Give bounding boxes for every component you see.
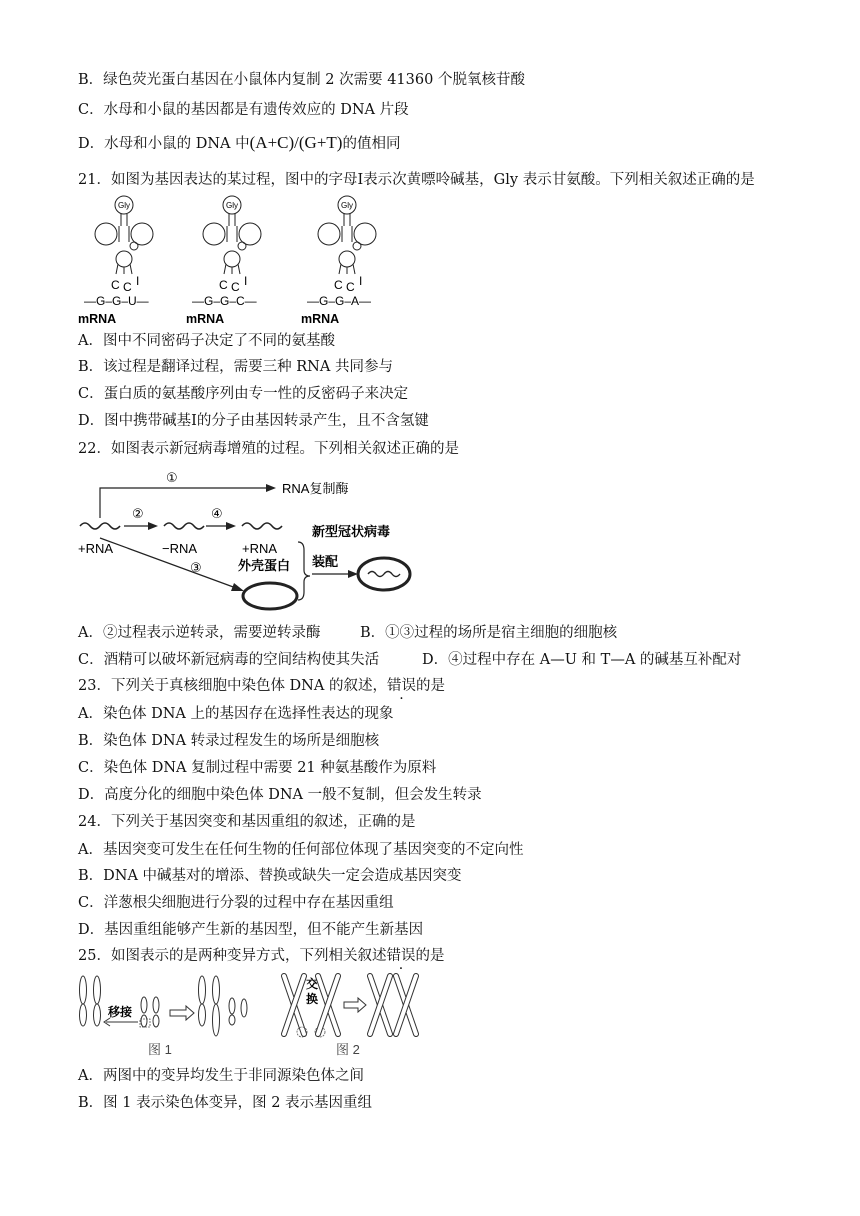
trna1-amino-acid: Gly (118, 201, 130, 210)
virus-label: 新型冠状病毒 (312, 524, 391, 539)
figure-2-label: 图 2 (336, 1042, 360, 1057)
q21-option-b: B．该过程是翻译过程，需要三种 RNA 共同参与 (78, 359, 393, 375)
trna-molecule-3 (301, 196, 376, 326)
q20-option-b: B．绿色荧光蛋白基因在小鼠体内复制 2 次需要 41360 个脱氧核苷酸 (78, 72, 525, 88)
translocation-label: 移接 (108, 1005, 133, 1019)
trna3-anticodon-3: I (359, 274, 363, 288)
trna3-amino-acid: Gly (341, 201, 353, 210)
trna3-anticodon-2: C (346, 280, 355, 294)
q24-option-b: B．DNA 中碱基对的增添、替换或缺失一定会造成基因突变 (78, 868, 462, 884)
exchange-label-1: 交 (306, 977, 319, 991)
q25-stem-prefix: 25．如图表示的是两种变异方式，下列相关叙述 (78, 948, 387, 964)
q23-stem (78, 676, 445, 696)
trna2-codon: —G–G–C— (192, 294, 257, 308)
step3-label: ③ (190, 560, 202, 575)
q23-stem-prefix: 23．下列关于真核细胞中染色体 DNA 的叙述， (78, 678, 387, 694)
q22-option-b: B．①③过程的场所是宿主细胞的细胞核 (360, 625, 618, 641)
trna1-anticodon-1: C (111, 278, 120, 292)
trna3-mrna-label: mRNA (301, 312, 340, 326)
minus-rna-label: −RNA (162, 541, 198, 556)
trna2-mrna-label: mRNA (186, 312, 225, 326)
q20-option-d (78, 133, 400, 154)
q23-option-a: A．染色体 DNA 上的基因存在选择性表达的现象 (78, 706, 394, 722)
trna2-amino-acid: Gly (226, 201, 238, 210)
q20-option-c: C．水母和小鼠的基因都是有遗传效应的 DNA 片段 (78, 102, 409, 118)
q21-option-d: D．图中携带碱基I的分子由基因转录产生，且不含氢键 (78, 413, 429, 429)
trna-molecule-2 (186, 196, 261, 326)
q23-option-d: D．高度分化的细胞中染色体 DNA 一般不复制，但会发生转录 (78, 787, 482, 803)
q24-option-a: A．基因突变可发生在任何生物的任何部位体现了基因突变的不定向性 (78, 842, 524, 858)
q22-option-a: A．②过程表示逆转录，需要逆转录酶 (78, 625, 321, 641)
step2-label: ② (132, 506, 144, 521)
trna3-codon: —G–G–A— (307, 294, 372, 308)
trna2-anticodon-2: C (231, 280, 240, 294)
q23-stem-suffix: 的是 (415, 678, 445, 694)
trna1-anticodon-2: C (123, 280, 132, 294)
q23-stem-emphasis: 错误 (386, 678, 416, 694)
q23-option-b: B．染色体 DNA 转录过程发生的场所是细胞核 (78, 733, 380, 749)
q25-chromosome-figure (78, 972, 438, 1062)
q20-option-d-formula: (A+C)/(G+T) (249, 133, 343, 152)
q25-stem (78, 946, 444, 966)
q21-stem: 21．如图为基因表达的某过程，图中的字母I表示次黄嘌呤碱基，Gly 表示甘氨酸。下列相关叙述正确的是 (78, 172, 755, 188)
q21-option-a: A．图中不同密码子决定了不同的氨基酸 (78, 333, 335, 349)
trna1-mrna-label: mRNA (78, 312, 117, 326)
figure-1-translocation (80, 976, 248, 1057)
trna2-anticodon-1: C (219, 278, 228, 292)
q20-option-d-suffix: 的值相同 (342, 136, 401, 152)
q22-option-c: C．酒精可以破坏新冠病毒的空间结构使其失活 (78, 652, 380, 668)
trna-molecule-1 (78, 196, 153, 326)
q25-option-b: B．图 1 表示染色体变异，图 2 表示基因重组 (78, 1095, 373, 1111)
step4-label: ④ (211, 506, 223, 521)
q23-option-c: C．染色体 DNA 复制过程中需要 21 种氨基酸作为原料 (78, 760, 437, 776)
q24-option-c: C．洋葱根尖细胞进行分裂的过程中存在基因重组 (78, 895, 394, 911)
q25-stem-suffix: 的是 (415, 948, 445, 964)
q21-option-c: C．蛋白质的氨基酸序列由专一性的反密码子来决定 (78, 386, 409, 402)
q22-virus-replication-figure (78, 466, 430, 614)
trna3-anticodon-1: C (334, 278, 343, 292)
step1-label: ① (166, 470, 178, 485)
trna1-codon: —G–G–U— (84, 294, 149, 308)
q24-stem: 24．下列关于基因突变和基因重组的叙述，正确的是 (78, 814, 416, 830)
figure-1-label: 图 1 (148, 1042, 172, 1057)
q24-option-d: D．基因重组能够产生新的基因型，但不能产生新基因 (78, 922, 424, 938)
plus-rna-label: +RNA (78, 541, 114, 556)
trna1-anticodon-3: I (136, 274, 140, 288)
q22-option-d: D．④过程中存在 A—U 和 T—A 的碱基互补配对 (422, 652, 742, 668)
capsid-label: 外壳蛋白 (238, 558, 291, 573)
q22-stem: 22．如图表示新冠病毒增殖的过程。下列相关叙述正确的是 (78, 441, 459, 457)
rna-replicase-label: RNA复制酶 (282, 481, 349, 496)
q20-option-d-prefix: D．水母和小鼠的 DNA 中 (78, 136, 250, 152)
q21-trna-figure (78, 192, 408, 330)
q25-stem-emphasis: 错误 (386, 948, 416, 964)
q25-option-a: A．两图中的变异均发生于非同源染色体之间 (78, 1068, 364, 1084)
assemble-label: 装配 (312, 554, 339, 569)
exchange-label-2: 换 (306, 992, 319, 1006)
figure-2-crossing-over (284, 976, 416, 1057)
plus-rna-2-label: +RNA (242, 541, 278, 556)
trna2-anticodon-3: I (244, 274, 248, 288)
